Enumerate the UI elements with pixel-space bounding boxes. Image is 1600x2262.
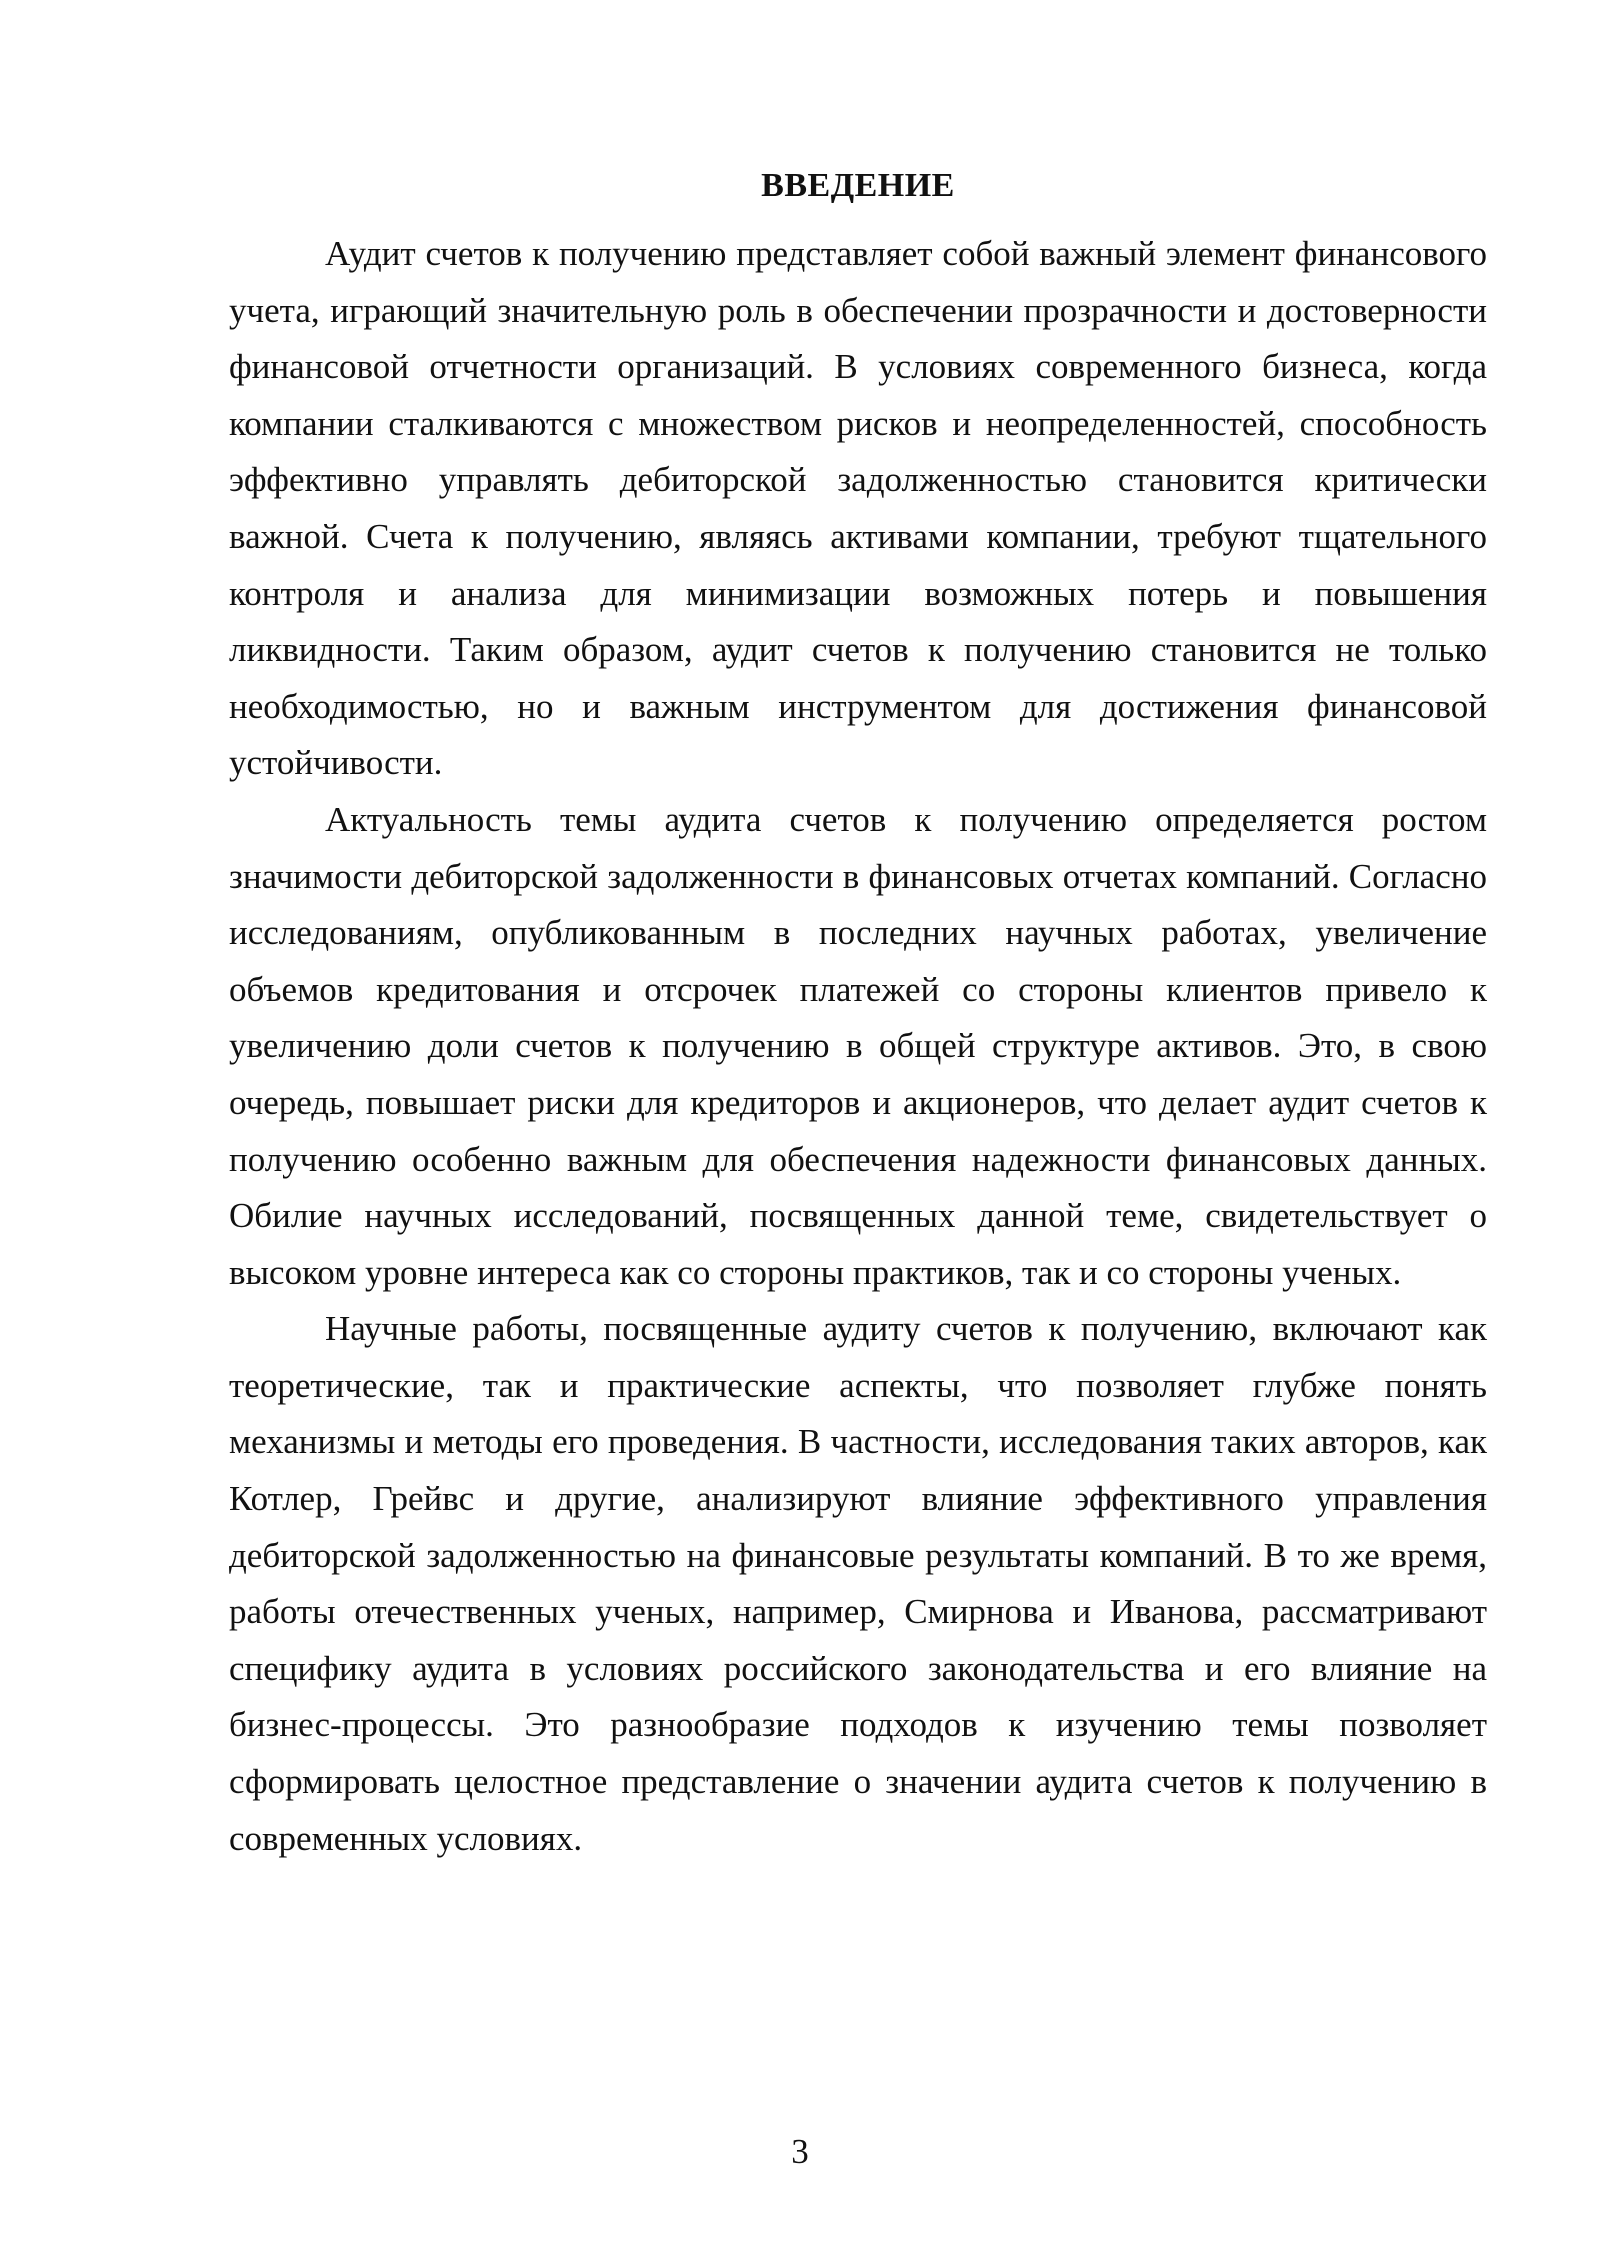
page-content	[229, 158, 1487, 1867]
paragraph-2: Актуальность темы аудита счетов к получению определяется ростом значимости дебиторской задолженности в финансовых отчетах компаний. Согласно исследованиям, опубликованным в последних научных работах, увеличение объемов кредитования и отсрочек платежей со стороны клиентов привело к увеличению доли счетов к получению в общей структуре активов. Это, в свою очередь, повышает риски для кредиторов и акционеров, что делает аудит счетов к получению особенно важным для обеспечения надежности финансовых данных. Обилие научных исследований, посвященных данной теме, свидетельствует о высоком уровне интереса как со стороны практиков, так и со стороны ученых.	[229, 799, 1487, 1292]
page-number: 3	[791, 2132, 809, 2171]
section-title: ВВЕДЕНИЕ	[761, 167, 955, 204]
paragraph-1: Аудит счетов к получению представляет собой важный элемент финансового учета, играющий значительную роль в обеспечении прозрачности и достоверности финансовой отчетности организаций. В условиях современного бизнеса, когда компании сталкиваются с множеством рисков и неопределенностей, способность эффективно управлять дебиторской задолженностью становится критически важной. Счета к получению, являясь активами компании, требуют тщательного контроля и анализа для минимизации возможных потерь и повышения ликвидности. Таким образом, аудит счетов к получению становится не только необходимостью, но и важным инструментом для достижения финансовой устойчивости.	[229, 234, 1487, 783]
paragraph-3: Научные работы, посвященные аудиту счетов к получению, включают как теоретические, так и практические аспекты, что позволяет глубже понять механизмы и методы его проведения. В частности, исследования таких авторов, как Котлер, Грейвс и другие, анализируют влияние эффективного управления дебиторской задолженностью на финансовые результаты компаний. В то же время, работы отечественных ученых, например, Смирнова и Иванова, рассматривают специфику аудита в условиях российского законодательства и его влияние на бизнес-процессы. Это разнообразие подходов к изучению темы позволяет сформировать целостное представление о значении аудита счетов к получению в современных условиях.	[229, 1309, 1487, 1858]
